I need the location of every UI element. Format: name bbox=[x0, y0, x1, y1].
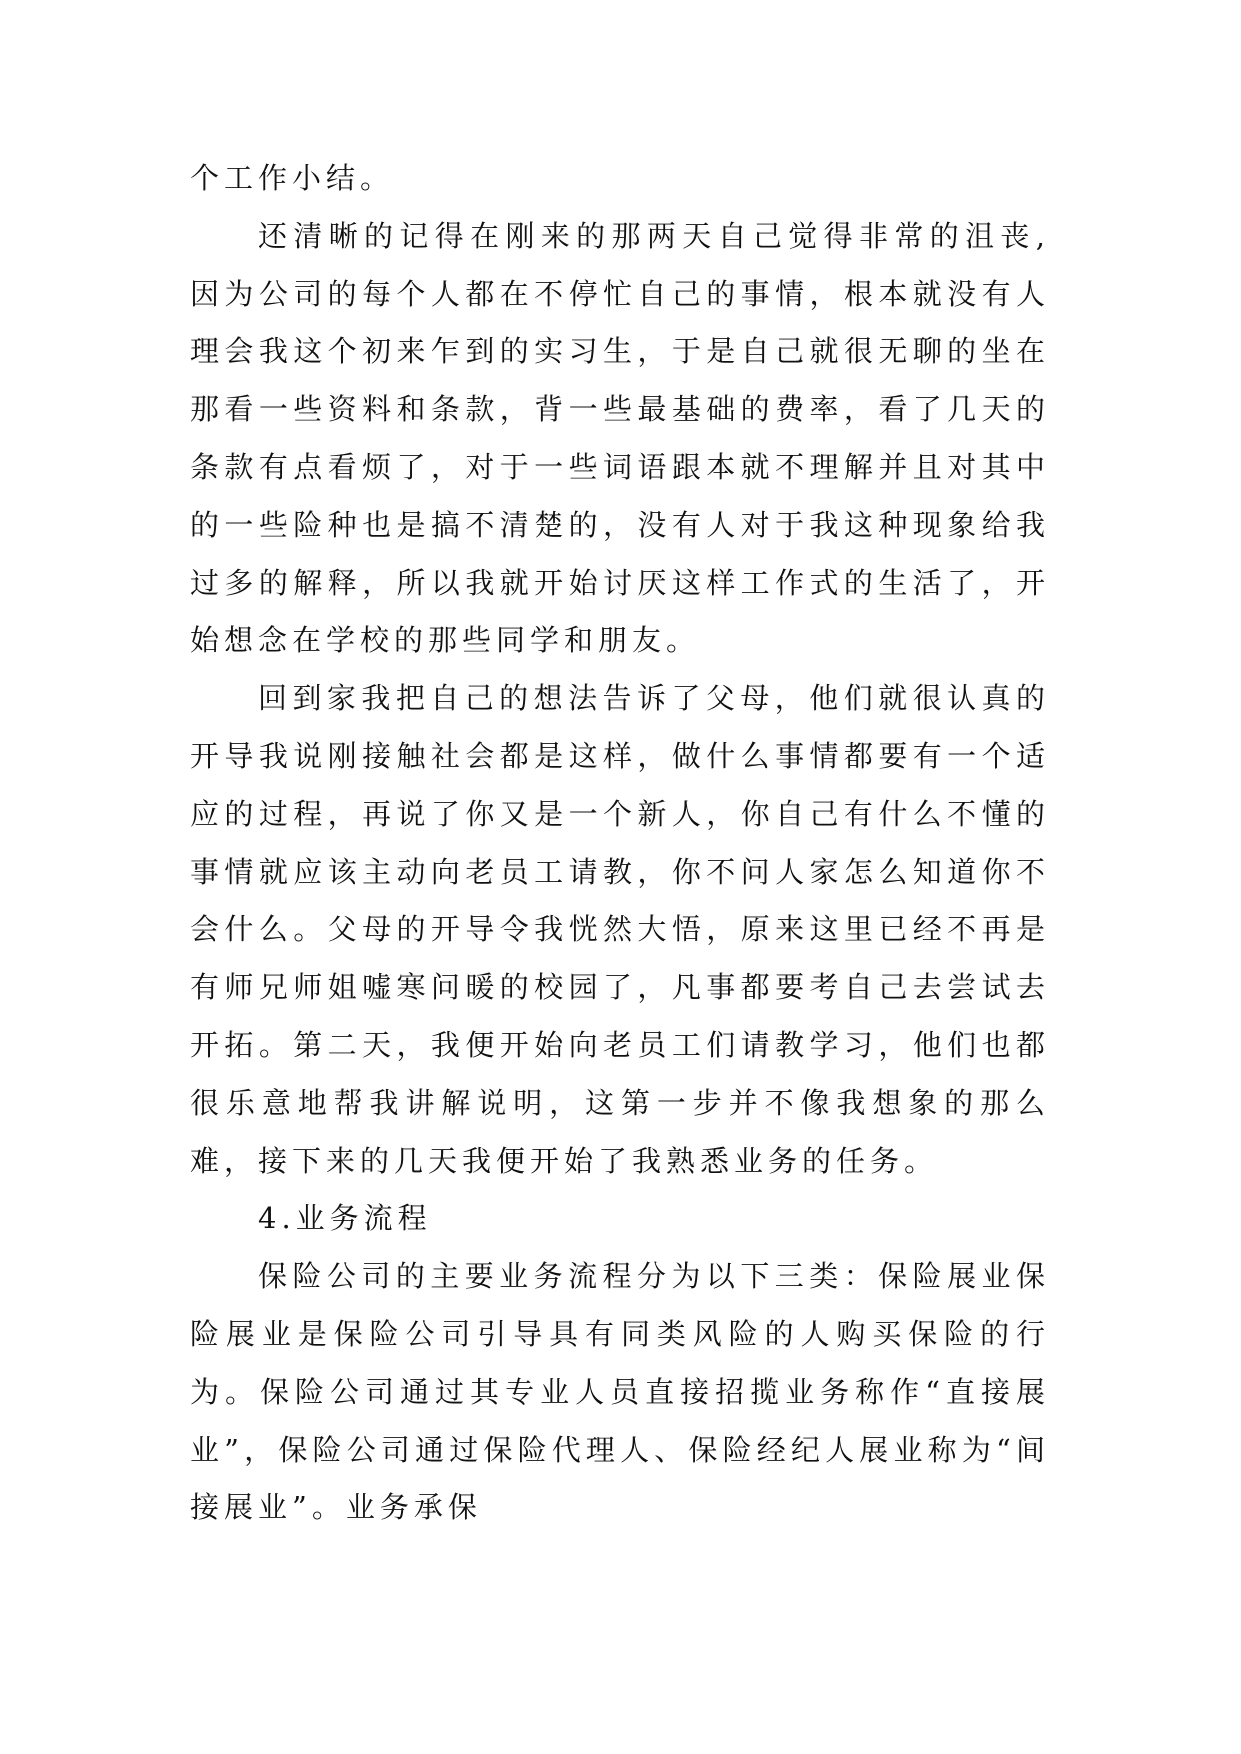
document-body bbox=[190, 150, 1050, 1537]
paragraph-parents-advice: 回到家我把自己的想法告诉了父母，他们就很认真的开导我说刚接触社会都是这样，做什么事情都要有一个适应的过程，再说了你又是一个新人，你自己有什么不懂的事情就应该主动向老员工请教，你不问人家怎么知道你不会什么。父母的开导令我恍然大悟，原来这里已经不再是有师兄师姐嘘寒问暖的校园了，凡事都要考自己去尝试去开拓。第二天，我便开始向老员工们请教学习，他们也都很乐意地帮我讲解说明，这第一步并不像我想象的那么难，接下来的几天我便开始了我熟悉业务的任务。 bbox=[190, 681, 1050, 1178]
paragraph-closing-line: 个工作小结。 bbox=[190, 161, 395, 195]
paragraph-insurance-process: 保险公司的主要业务流程分为以下三类：保险展业保险展业是保险公司引导具有同类风险的人购买保险的行为。保险公司通过其专业人员直接招揽业务称作“直接展业”，保险公司通过保险代理人、保险经纪人展业称为“间接展业”。业务承保 bbox=[190, 1259, 1050, 1525]
paragraph-first-days: 还清晰的记得在刚来的那两天自己觉得非常的沮丧,因为公司的每个人都在不停忙自己的事情，根本就没有人理会我这个初来乍到的实习生，于是自己就很无聊的坐在那看一些资料和条款，背一些最基础的费率，看了几天的条款有点看烦了，对于一些词语跟本就不理解并且对其中的一些险种也是搞不清楚的，没有人对于我这种现象给我过多的解释，所以我就开始讨厌这样工作式的生活了，开始想念在学校的那些同学和朋友。 bbox=[190, 218, 1050, 658]
section-heading-business-process: 4.业务流程 bbox=[258, 1201, 432, 1236]
